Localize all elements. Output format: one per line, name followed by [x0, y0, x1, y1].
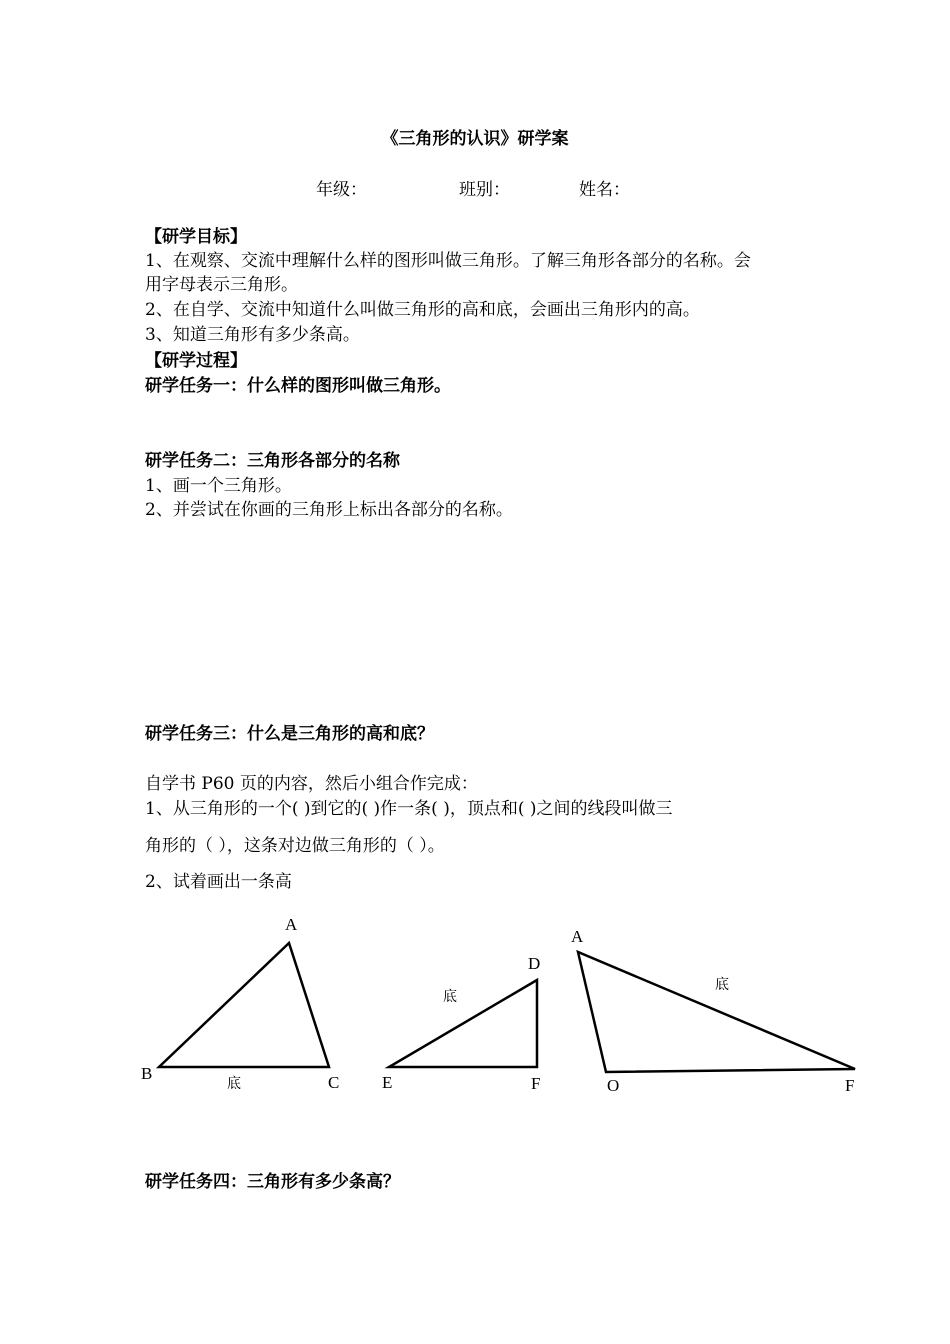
fig3-vertex-left: O [607, 1076, 620, 1095]
grade-label: 年级： [316, 180, 367, 200]
task-2-step-2: 2、并尝试在你画的三角形上标出各部分的名称。 [145, 500, 513, 520]
fig1-vertex-top: A [285, 915, 298, 934]
objective-1-line-1: 1、在观察、交流中理解什么样的图形叫做三角形。了解三角形各部分的名称。会 [145, 251, 751, 271]
task-3-question-2: 2、试着画出一条高 [145, 872, 292, 892]
fig2-vertex-left: E [382, 1073, 393, 1092]
triangle-figures [0, 900, 950, 1110]
task-2-step-1: 1、画一个三角形。 [145, 476, 292, 496]
objective-2: 2、在自学、交流中知道什么叫做三角形的高和底，会画出三角形内的高。 [145, 300, 700, 320]
fig1-vertex-right: C [328, 1073, 340, 1092]
task-1-title: 研学任务一：什么样的图形叫做三角形。 [145, 376, 451, 396]
objective-3: 3、知道三角形有多少条高。 [145, 325, 360, 345]
task-4-title: 研学任务四：三角形有多少条高？ [145, 1172, 400, 1192]
triangle-abc [159, 943, 329, 1067]
triangle-aof [578, 952, 855, 1072]
fig2-base-label: 底 [443, 990, 457, 1005]
page-title: 《三角形的认识》研学案 [381, 129, 569, 149]
objectives-heading: 【研学目标】 [145, 227, 247, 247]
task-3-question-1-line-2: 角形的（ ），这条对边做三角形的（ ）。 [145, 836, 445, 856]
fig1-vertex-left: B [141, 1064, 153, 1083]
class-label: 班别： [459, 180, 510, 200]
task-2-title: 研学任务二：三角形各部分的名称 [145, 451, 400, 471]
fig3-vertex-right: F [845, 1076, 855, 1095]
fig1-base-label: 底 [227, 1077, 241, 1092]
fig3-vertex-top: A [571, 927, 584, 946]
objective-1-line-2: 用字母表示三角形。 [145, 275, 298, 295]
name-label: 姓名： [579, 180, 630, 200]
process-heading: 【研学过程】 [145, 351, 247, 371]
fig2-vertex-right: F [531, 1074, 541, 1093]
fig3-base-label: 底 [715, 978, 729, 993]
task-3-intro: 自学书 P60 页的内容，然后小组合作完成： [145, 774, 478, 794]
fig2-vertex-top: D [528, 954, 541, 973]
triangle-def [389, 980, 537, 1067]
task-3-title: 研学任务三：什么是三角形的高和底？ [145, 724, 434, 744]
task-3-question-1-line-1: 1、从三角形的一个( )到它的( )作一条( )，顶点和( )之间的线段叫做三 [145, 799, 673, 819]
